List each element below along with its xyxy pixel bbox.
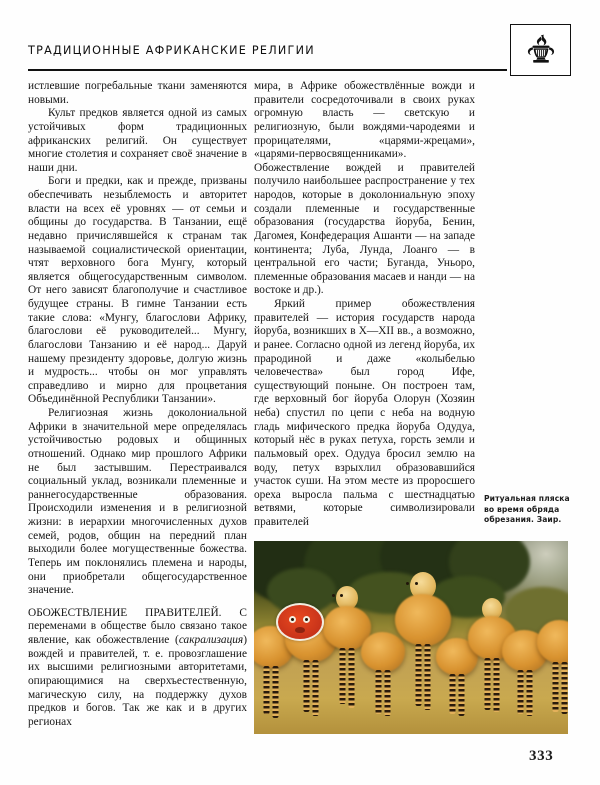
page-number: 333 xyxy=(529,748,554,764)
section-text-a: С переменами в обществе было связано такое явление, как обожествление ( xyxy=(28,606,247,646)
paragraph: Яркий пример обожествления правителей — история государств народа йоруба, возникших в X—XII вв., а возможно, и ранее. Согласно одной из легенд йоруба, их прародиной и даже «колыбелью человечества» был город Ифе, существующий поныне. Он построен там, где верховный бог йоруба Олорун (Хозяин неба) спустил по цепи с неба на водную гладь мифического предка йоруба Одудуа, который нёс в руках петуха, горсть земли и пальмовый орех. Одудуа бросил землю на воду, петух взрыхлил образовавшийся участок суши. На этом месте из проросшего ореха выросла пальма с шестнадцатью ветвями, которые символизировали правителей xyxy=(254,298,475,528)
running-head-rule xyxy=(28,69,507,71)
figure-photo xyxy=(254,541,568,734)
paragraph: мира, в Африке обожествлённые вожди и правители сосредоточивали в своих руках огромную власть — светскую и религиозную, были вождями-чародеями и прорицателями, «царями-жрецами», «царями-первосвященниками». Обожествление вождей и правителей получило наибольшее распространение у тех народов, которые в доколониальную эпоху создали племенные и государственные образования (государства йоруба, Бенин, Дагомея, Конфедерация Ашанти — на западе континента; Луба, Лунда, Лоанго — в центральной его части; Буганда, Уньоро, племенные образования масаев и нанди — на востоке и др.). xyxy=(254,80,475,297)
paragraph: истлевшие погребальные ткани заменяются новыми. xyxy=(28,80,247,106)
photo-red-mask xyxy=(276,603,324,641)
paragraph: Религиозная жизнь доколониальной Африки в значительной мере определялась устойчивостью родовых и общинных отношений. Однако мир прошлого Африки не был застывшим. Перестраивался социальный уклад, возникали племенные и раннегосударственные образования. Происходили изменения и в религиозной жизни: в иерархии многочисленных духов семей, родов, общин на передний план выходили более могущественные божества. Теперь им поклонялись племена и народы, они приобретали общегосударственное значение. xyxy=(28,407,247,597)
section-italic-term: сакрализация xyxy=(178,634,244,646)
photo-dancer xyxy=(537,596,568,722)
flaming-urn-icon xyxy=(523,32,559,68)
paragraph: Культ предков является одной из самых устойчивых форм традиционных африканских религий. Он существует многие столетия и сохраняет своё значение в наши дни. xyxy=(28,107,247,174)
text-column-right xyxy=(254,80,475,530)
photo-image xyxy=(254,541,568,734)
paragraph: Боги и предки, как и прежде, призваны обеспечивать незыблемость и авторитет власти на всех её уровнях — от семьи и общины до государства. В Танзании, ещё недавно причислявшейся к странам так называемой социалистической ориентации, чтят верховного бога Мунгу, который является общегосударственным символом. От него зависят благополучие и счастливое будущее страны. В гимне Танзании есть такие слова: «Мунгу, благослови Африку, благослови её руководителей... Мунгу, благослови Танзанию и её народ... Даруй нашему президенту здоровье, долгую жизнь и мудрость... чтобы он мог управлять справедливо и мирно для процветания Объединённой Республики Танзании». xyxy=(28,175,247,406)
section-paragraph xyxy=(28,607,247,730)
text-column-left xyxy=(28,80,247,729)
section-heading: ОБОЖЕСТВЛЕНИЕ ПРАВИТЕЛЕЙ. xyxy=(28,606,222,619)
figure-caption: Ритуальная пляска во время обряда обрезания. Заир. xyxy=(484,494,570,525)
section-text-b: ) вождей и правителей, т. е. провозглашение их высшими религиозными авторитетами, опирающимися на сверхъестественную, магическую силу, на поддержку духов предков и богов. Так же как и в других регионах xyxy=(28,634,247,728)
running-head xyxy=(28,44,528,57)
running-head-title: ТРАДИЦИОННЫЕ АФРИКАНСКИЕ РЕЛИГИИ xyxy=(28,43,315,57)
chapter-emblem xyxy=(510,24,571,76)
